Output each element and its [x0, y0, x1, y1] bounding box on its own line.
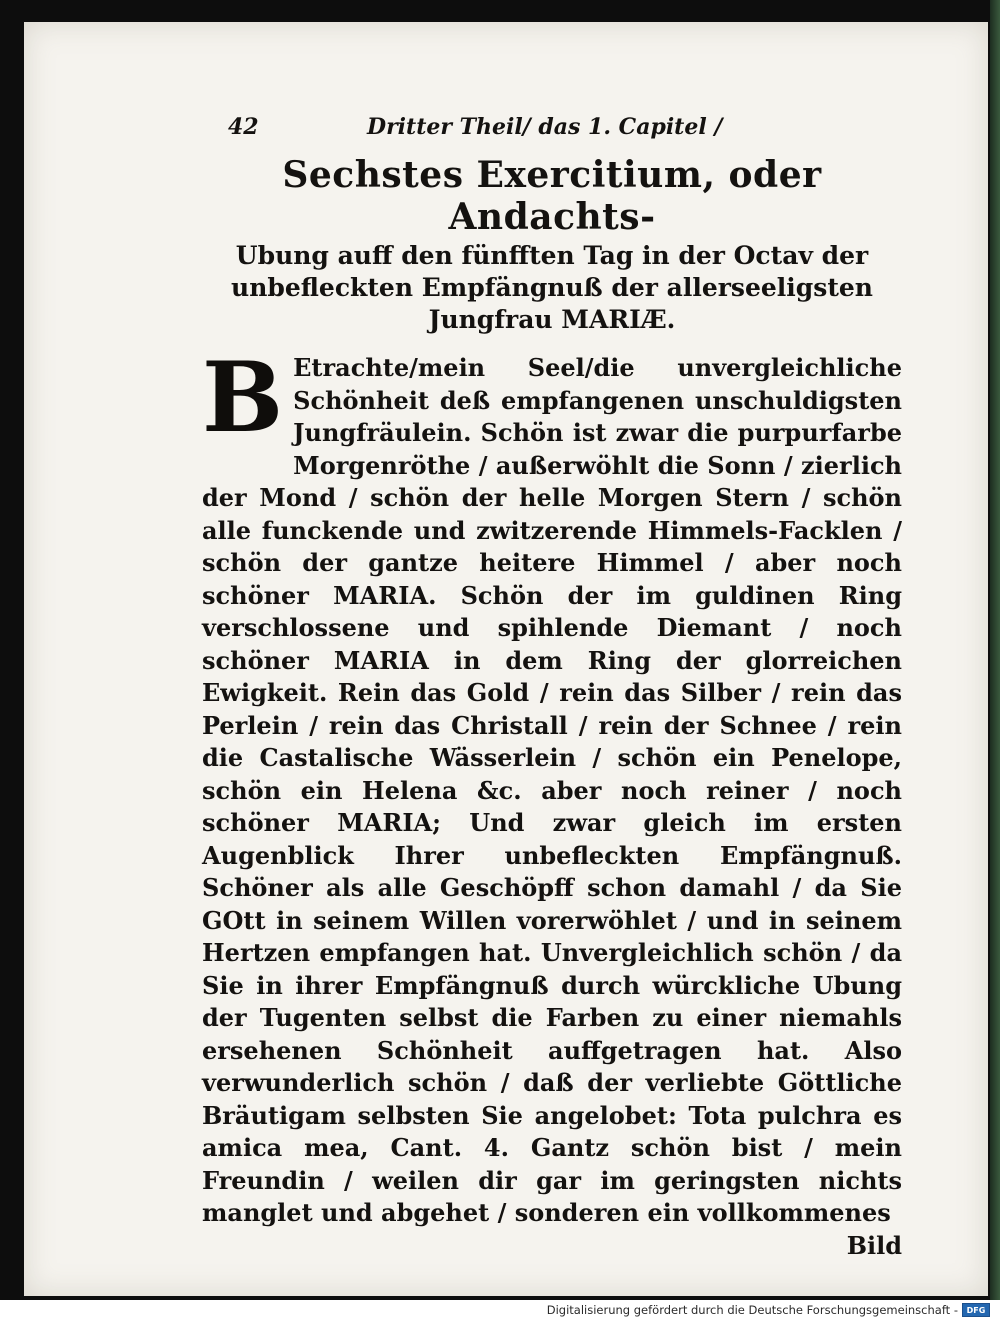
- footer-credit: [547, 1302, 990, 1318]
- running-title: Dritter Theil/ das 1. Capitel /: [367, 114, 723, 140]
- body-text: Etrachte/mein Seel/die unvergleichliche Schönheit deß empfangenen unschuldigsten Jungfräulein. Schön ist zwar die purpurfarbe Morgenröthe / außerwöhlt die Sonn / zierlich der Mond / schön der helle Morgen Stern / schön alle funckende und zwitzerende Himmels-Facklen / schön der gantze heitere Himmel / aber noch schöner MARIA. Schön der im guldinen Ring verschlossene und spihlende Diemant / noch schöner MARIA in dem Ring der glorreichen Ewigkeit. Rein das Gold / rein das Silber / rein das Perlein / rein das Christall / rein der Schnee / rein die Castalische Wässerlein / schön ein Penelope, schön ein Helena &c. aber noch reiner / noch schöner MARIA; Und zwar gleich im ersten Augenblick Ihrer unbefleckten Empfängnuß. Schöner als alle Geschöpff schon damahl / da Sie GOtt in seinem Willen vorerwöhlet / und in seinem Hertzen empfangen hat. Unvergleichlich schön / da Sie in ihrer Empfängnuß durch würckliche Ubung der Tugenten selbst die Farben zu einer niemahls ersehenen Schönheit auffgetragen hat. Also verwunderlich schön / daß der verliebte Göttliche Bräutigam selbsten Sie angelobet: Tota pulchra es amica mea, Cant. 4. Gantz schön bist / mein Freundin / weilen dir gar im geringsten nichts manglet und abgehet / sonderen ein vollkommenes: [202, 353, 902, 1227]
- running-head: [202, 114, 902, 148]
- body-paragraph: [202, 341, 902, 1230]
- page-number: 42: [228, 114, 259, 140]
- catchword: Bild: [846, 1230, 902, 1260]
- drop-cap-initial: B: [202, 341, 284, 454]
- chapter-title-rest: Ubung auff den fünfften Tag in der Octav der unbefleckten Empfängnuß der allerseeligsten Jungfrau MARIÆ.: [231, 241, 873, 334]
- text-block: [202, 114, 902, 1262]
- catchword-row: [202, 1230, 902, 1262]
- book-page: [24, 22, 988, 1296]
- dfg-logo: DFG: [962, 1303, 990, 1317]
- footer-credit-text: Digitalisierung gefördert durch die Deutsche Forschungsgemeinschaft -: [546, 1303, 958, 1317]
- chapter-title: [202, 154, 902, 336]
- scan-edge: [990, 0, 1000, 1300]
- chapter-title-line-1: Sechstes Exercitium, oder Andachts-: [282, 154, 822, 238]
